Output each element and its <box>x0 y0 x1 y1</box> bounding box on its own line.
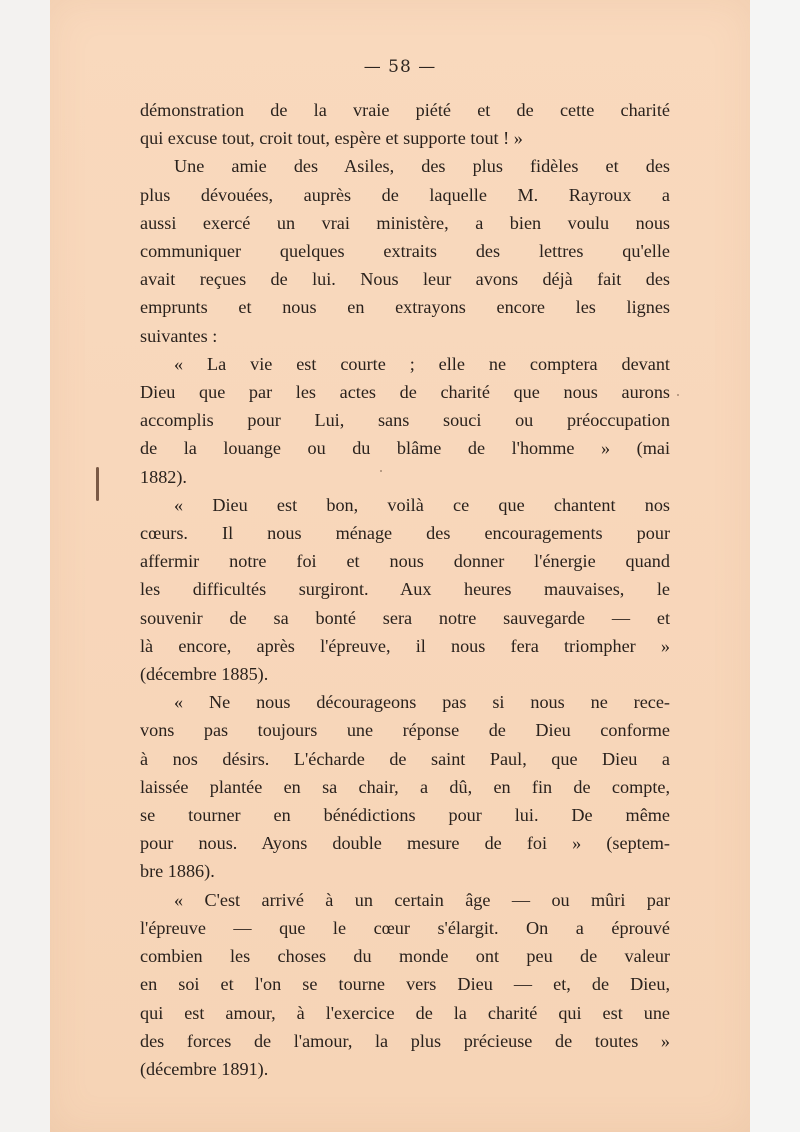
text-line: « C'est arrivé à un certain âge — ou mûri par <box>174 889 670 910</box>
text-line: Une amie des Asiles, des plus fidèles et des <box>174 156 670 177</box>
scan-right-margin <box>750 0 800 1132</box>
text-line: suivantes : <box>140 325 218 346</box>
text-line: plus dévouées, auprès de laquelle M. Rayroux a <box>140 184 670 205</box>
paper-speck <box>677 394 679 396</box>
text-line: accomplis pour Lui, sans souci ou préoccupation <box>140 410 670 431</box>
text-line: les difficultés surgiront. Aux heures mauvaises, le <box>140 579 670 600</box>
text-line: 1882). <box>140 466 187 487</box>
text-line: là encore, après l'épreuve, il nous fera triompher » <box>140 635 670 656</box>
text-line: des forces de l'amour, la plus précieuse de toutes » <box>140 1030 670 1051</box>
text-line: emprunts et nous en extrayons encore les lignes <box>140 297 670 318</box>
text-line: « La vie est courte ; elle ne comptera devant <box>174 353 670 374</box>
page-number: — 58 — <box>363 57 437 77</box>
text-line: en soi et l'on se tourne vers Dieu — et, de Dieu, <box>140 974 670 995</box>
text-line: (décembre 1891). <box>140 1058 269 1079</box>
text-line: se tourner en bénédictions pour lui. De même <box>140 805 670 826</box>
text-line: combien les choses du monde ont peu de valeur <box>140 946 670 967</box>
text-line: cœurs. Il nous ménage des encouragements pour <box>140 523 670 544</box>
text-line: laissée plantée en sa chair, a dû, en fin de compte, <box>140 776 670 797</box>
margin-mark <box>96 467 99 501</box>
text-line: (décembre 1885). <box>140 664 269 685</box>
text-line: « Dieu est bon, voilà ce que chantent nos <box>174 494 670 515</box>
text-line: vons pas toujours une réponse de Dieu conforme <box>140 720 670 741</box>
text-line: qui est amour, à l'exercice de la charité qui est une <box>140 1002 670 1023</box>
text-line: affermir notre foi et nous donner l'énergie quand <box>140 551 670 572</box>
text-line: avait reçues de lui. Nous leur avons déjà fait des <box>140 269 670 290</box>
text-line: « Ne nous décourageons pas si nous ne rece- <box>174 692 670 713</box>
text-line: pour nous. Ayons double mesure de foi » (septem- <box>140 833 670 854</box>
book-page <box>50 0 750 1132</box>
body-text <box>140 96 670 1083</box>
text-line: souvenir de sa bonté sera notre sauvegarde — et <box>140 607 670 628</box>
text-line: l'épreuve — que le cœur s'élargit. On a éprouvé <box>140 917 670 938</box>
text-line: à nos désirs. L'écharde de saint Paul, que Dieu a <box>140 748 670 769</box>
text-line: démonstration de la vraie piété et de cette charité <box>140 100 670 120</box>
text-line: communiquer quelques extraits des lettres qu'elle <box>140 241 670 262</box>
text-line: de la louange ou du blâme de l'homme » (mai <box>140 438 670 459</box>
text-line: aussi exercé un vrai ministère, a bien voulu nous <box>140 212 670 233</box>
text-line: Dieu que par les actes de charité que nous aurons <box>140 382 670 403</box>
text-line: bre 1886). <box>140 861 215 882</box>
text-line: qui excuse tout, croit tout, espère et supporte tout ! » <box>140 128 523 149</box>
